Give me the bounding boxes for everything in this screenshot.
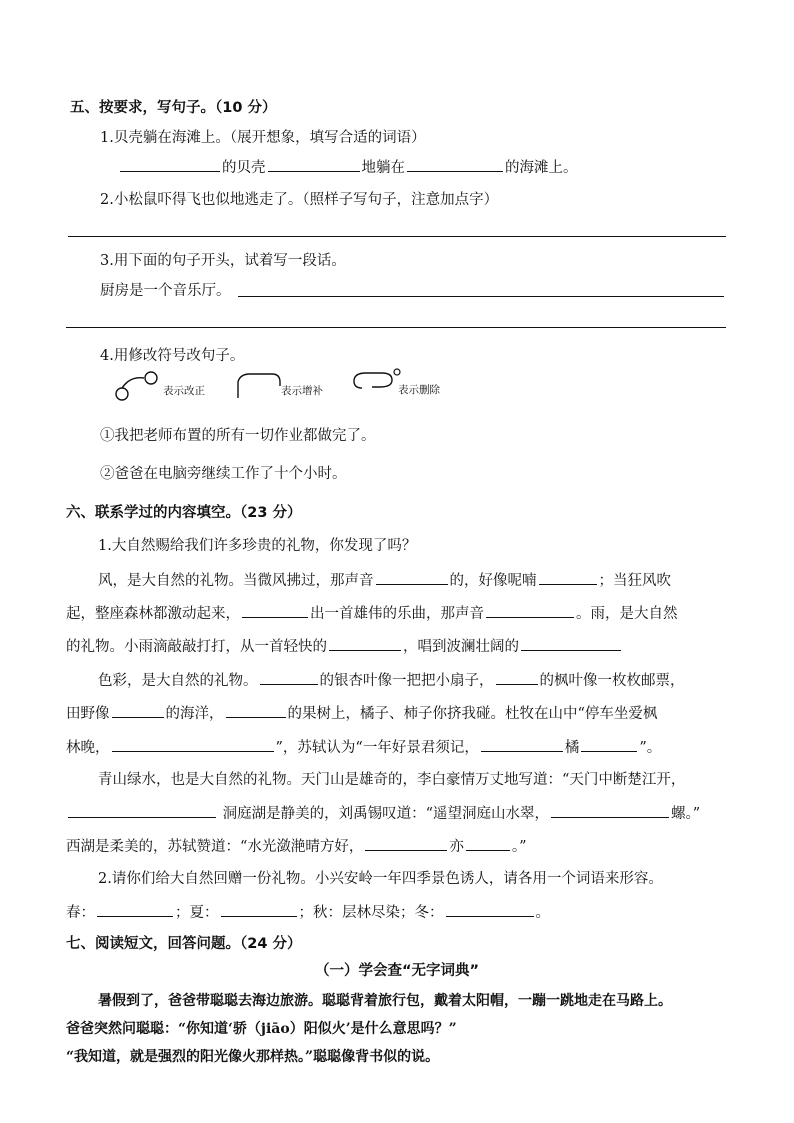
section-7-heading: 七、阅读短文，回答问题。（24 分） — [66, 936, 302, 952]
text: 螺。” — [671, 806, 701, 822]
blank[interactable] — [466, 836, 510, 851]
text: 起，整座森林都激动起来， — [66, 606, 240, 622]
correction-marks-icon — [110, 368, 410, 408]
s5-q3: 3.用下面的句子开头，试着写一段话。 — [100, 253, 346, 269]
fill-text: 的贝壳 — [222, 160, 266, 176]
s6-seasons — [66, 902, 550, 923]
blank[interactable] — [446, 902, 534, 917]
blank[interactable] — [329, 636, 401, 651]
text: 西湖是柔美的，苏轼赞道：“水光潋滟晴方好， — [66, 839, 364, 855]
s6-line-3 — [66, 636, 623, 657]
blank[interactable] — [486, 603, 574, 618]
s5-sentence-2: ②爸爸在电脑旁继续工作了十个小时。 — [100, 466, 347, 482]
s6-q2: 2.请你们给大自然回赠一份礼物。小兴安岭一年四季景色诱人，请各用一个词语来形容。 — [98, 871, 663, 887]
text: 洞庭湖是静美的，刘禹锡叹道：“遥望洞庭山水翠， — [222, 806, 550, 822]
text: ”。 — [639, 740, 662, 756]
s6-line-7: 青山绿水，也是大自然的礼物。天门山是雄奇的，李白豪情万丈地写道：“天门中断楚江开， — [98, 772, 686, 788]
text: 的，好像呢喃 — [449, 573, 537, 589]
s6-line-4 — [98, 670, 685, 691]
s5-q2: 2.小松鼠吓得飞也似地逃走了。（照样子写句子，注意加点字） — [100, 192, 499, 208]
s6-q1: 1.大自然赐给我们许多珍贵的礼物，你发现了吗？ — [98, 538, 417, 554]
text: 风，是大自然的礼物。当微风拂过，那声音 — [98, 573, 374, 589]
blank[interactable] — [521, 636, 621, 651]
text: 的银杏叶像一把把小扇子， — [319, 673, 494, 689]
blank[interactable] — [242, 603, 308, 618]
blank[interactable] — [260, 670, 318, 685]
blank[interactable] — [376, 570, 448, 585]
passage-title — [0, 961, 794, 981]
text: 色彩，是大自然的礼物。 — [98, 673, 258, 689]
blank[interactable] — [407, 157, 503, 172]
text: 田野像 — [66, 706, 110, 722]
blank[interactable] — [226, 703, 286, 718]
mark-label-correct: 表示改正 — [163, 385, 205, 397]
blank[interactable] — [221, 902, 297, 917]
fill-text: 地躺在 — [361, 160, 405, 176]
answer-line[interactable] — [68, 236, 726, 237]
text: ；当狂风吹 — [598, 573, 671, 589]
blank[interactable] — [496, 670, 538, 685]
text: 。” — [511, 839, 527, 855]
answer-line[interactable] — [238, 296, 724, 297]
s5-sentence-1: ①我把老师布置的所有一切作业都做完了。 — [100, 428, 376, 444]
section-6-heading: 六、联系学过的内容填空。（23 分） — [66, 505, 302, 521]
text: 的海洋， — [165, 706, 224, 722]
text: 。雨，是大自然 — [576, 606, 678, 622]
mark-label-insert: 表示增补 — [281, 385, 323, 397]
s6-line-6 — [66, 737, 661, 758]
s5-q1-fill-line — [118, 157, 578, 178]
s6-line-8 — [66, 803, 700, 824]
passage-title-text: （一）学会查“无字词典” — [314, 963, 480, 979]
mark-label-delete: 表示删除 — [398, 384, 440, 396]
blank[interactable] — [112, 737, 274, 752]
blank[interactable] — [365, 836, 447, 851]
s5-q3-start: 厨房是一个音乐厅。 — [100, 283, 231, 299]
text: 亦 — [449, 839, 464, 855]
passage-line-1: 暑假到了，爸爸带聪聪去海边旅游。聪聪背着旅行包，戴着太阳帽，一蹦一跳地走在马路上。 — [98, 993, 672, 1009]
fill-text: 的海滩上。 — [505, 160, 578, 176]
text: ；秋：层林尽染；冬： — [298, 905, 444, 921]
s6-line-1 — [98, 570, 671, 591]
s6-line-9 — [66, 836, 527, 857]
answer-line[interactable] — [66, 327, 726, 328]
text: 橘 — [564, 740, 580, 756]
s5-q1: 1.贝壳躺在海滩上。（展开想象，填写合适的词语） — [100, 130, 426, 146]
passage-line-3: “我知道，就是强烈的阳光像火那样热。”聪聪像背书似的说。 — [66, 1049, 440, 1065]
passage-line-2: 爸爸突然问聪聪：“你知道‘骄（jiāo）阳似火’是什么意思吗？” — [66, 1021, 457, 1037]
text: 林晚， — [66, 740, 110, 756]
s6-line-2 — [66, 603, 678, 624]
blank[interactable] — [539, 570, 597, 585]
blank[interactable] — [120, 157, 220, 172]
blank[interactable] — [268, 157, 360, 172]
section-5-heading: 五、按要求，写句子。（10 分） — [70, 100, 277, 116]
blank[interactable] — [581, 737, 637, 752]
s6-line-5 — [66, 703, 657, 724]
blank[interactable] — [551, 803, 669, 818]
s5-q4: 4.用修改符号改句子。 — [100, 348, 245, 364]
text: 春： — [66, 905, 95, 921]
text: 的果树上，橘子、柿子你挤我碰。杜牧在山中“停车坐爱枫 — [287, 706, 658, 722]
text: 的礼物。小雨滴敲敲打打，从一首轻快的 — [66, 639, 327, 655]
text: 出一首雄伟的乐曲，那声音 — [310, 606, 484, 622]
text: ；夏： — [175, 905, 219, 921]
blank[interactable] — [68, 803, 216, 818]
text: ，唱到波澜壮阔的 — [403, 639, 519, 655]
blank[interactable] — [112, 703, 164, 718]
blank[interactable] — [481, 737, 563, 752]
text: 。 — [535, 905, 550, 921]
text: ”，苏轼认为“一年好景君须记， — [275, 740, 479, 756]
blank[interactable] — [97, 902, 173, 917]
text: 的枫叶像一枚枚邮票， — [539, 673, 685, 689]
